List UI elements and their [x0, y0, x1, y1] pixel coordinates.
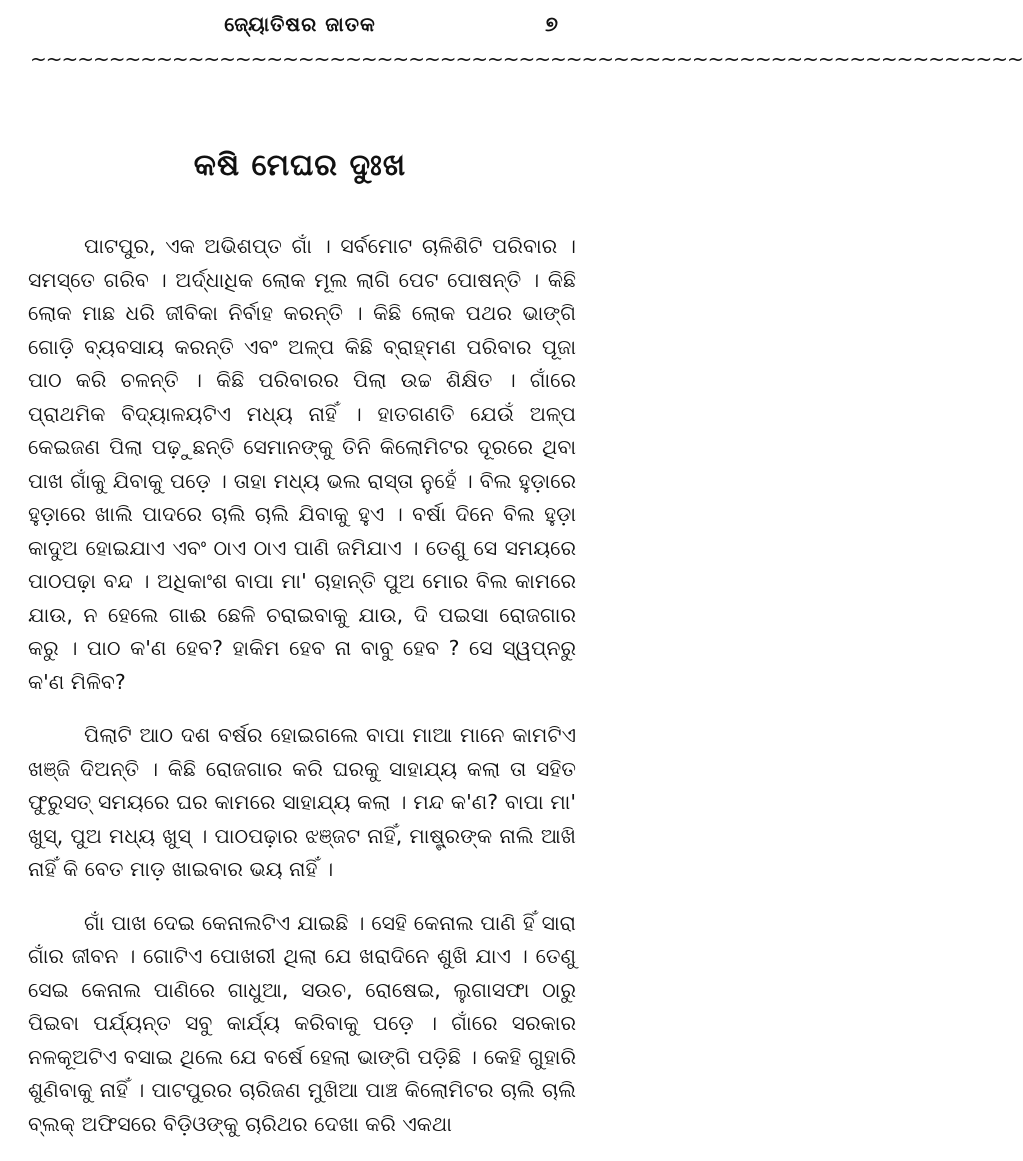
paragraph: ଗାଁ ପାଖ ଦେଇ କେନାଲଟିଏ ଯାଇଛି । ସେହି କେନାଲ ପାଣି ହିଁ ସାରା ଗାଁର ଜୀବନ । ଗୋଟିଏ ପୋଖରୀ ଥିଲା ଯେ ଖରାଦିନେ ଶୁଖି ଯାଏ । ତେଣୁ ସେଇ କେନାଲ ପାଣିରେ ଗାଧୁଆ, ସଉଚ, ରୋଷେଇ, ଲୁଗାସଫା ଠାରୁ ପିଇବା ପର୍ଯ୍ୟନ୍ତ ସବୁ କାର୍ଯ୍ୟ କରିବାକୁ ପଡ଼େ । ଗାଁରେ ସରକାର ନଳକୂଅଟିଏ ବସାଇ ଥିଲେ ଯେ ବର୍ଷେ ହେଲା ଭାଙ୍ଗି ପଡ଼ିଛି । କେହି ଗୁହାରି ଶୁଣିବାକୁ ନାହିଁ । ପାଟପୁରର ଚାରିଜଣ ମୁଖିଆ ପାଞ୍ଚ କିଲୋମିଟର ଚାଲି ଚାଲି ବ୍ଲକ୍ ଅଫିସରେ ବିଡ଼ିଓଙ୍କୁ ଚାରିଥର ଦେଖା କରି ଏକଥା [28, 910, 576, 1136]
paragraph: ପାଟପୁର, ଏକ ଅଭିଶପ୍ତ ଗାଁ । ସର୍ବମୋଟ ଚାଳିଶିଟି ପରିବାର । ସମସ୍ତେ ଗରିବ । ଅର୍ଦ୍ଧାଧିକ ଲୋକ ମୂଲ ଲାଗି ପେଟ ପୋଷନ୍ତି । କିଛି ଲୋକ ମାଛ ଧରି ଜୀବିକା ନିର୍ବାହ କରନ୍ତି । କିଛି ଲୋକ ପଥର ଭାଙ୍ଗି ଗୋଡ଼ି ବ୍ୟବସାୟ କରନ୍ତି ଏବଂ ଅଳ୍ପ କିଛି ବ୍ରାହ୍ମଣ ପରିବାର ପୂଜା ପାଠ କରି ଚଳନ୍ତି । କିଛି ପରିବାରର ପିଲା ଉଚ୍ଚ ଶିକ୍ଷିତ । ଗାଁରେ ପ୍ରାଥମିକ ବିଦ୍ୟାଳୟଟିଏ ମଧ୍ୟ ନାହିଁ । ହାତଗଣତି ଯେଉଁ ଅଳ୍ପ କେଇଜଣ ପିଲା ପଢ଼ୁଛନ୍ତି ସେମାନଙ୍କୁ ତିନି କିଲୋମିଟର ଦୂରରେ ଥିବା ପାଖ ଗାଁକୁ ଯିବାକୁ ପଡ଼େ । ତାହା ମଧ୍ୟ ଭଲ ରାସ୍ତା ନୁହେଁ । ବିଲ ହୁଡ଼ାରେ ହୁଡ଼ାରେ ଖାଲି ପାଦରେ ଚାଲି ଚାଲି ଯିବାକୁ ହୁଏ । ବର୍ଷା ଦିନେ ବିଲ ହୁଡ଼ା କାଦୁଅ ହୋଇଯାଏ ଏବଂ ଠାଏ ଠାଏ ପାଣି ଜମିଯାଏ । ତେଣୁ ସେ ସମୟରେ ପାଠପଢ଼ା ବନ୍ଦ । ଅଧିକାଂଶ ବାପା ମା' ଚାହାନ୍ତି ପୁଅ ମୋର ବିଲ କାମରେ ଯାଉ, ନ ହେଲେ ଗାଈ ଛେଳି ଚରାଇବାକୁ ଯାଉ, ଦି ପଇସା ରୋଜଗାର କରୁ । ପାଠ କ'ଣ ହେବ? ହାକିମ ହେବ ନା ବାବୁ ହେବ ? ସେ ସ୍ୱପ୍ନରୁ କ'ଣ ମିଳିବ? [28, 234, 576, 694]
running-header [0, 8, 600, 42]
paragraph: ପିଲାଟି ଆଠ ଦଶ ବର୍ଷର ହୋଇଗଲେ ବାପା ମାଆ ମାନେ କାମଟିଏ ଖଞ୍ଜି ଦିଅନ୍ତି । କିଛି ରୋଜଗାର କରି ଘରକୁ ସାହାଯ୍ୟ କଲା ତା ସହିତ ଫୁରୁସତ୍ ସମୟରେ ଘର କାମରେ ସାହାଯ୍ୟ କଲା । ମନ୍ଦ କ'ଣ? ବାପା ମା' ଖୁସ୍, ପୁଅ ମଧ୍ୟ ଖୁସ୍ । ପାଠପଢ଼ାର ଝଞ୍ଜଟ ନାହିଁ, ମାଷ୍ଟ୍ରଙ୍କ ନାଲି ଆଖି ନାହିଁ କି ବେତ ମାଡ଼ ଖାଇବାର ଭୟ ନାହିଁ । [28, 723, 576, 881]
chapter-title: କଷି ମେଘର ଦୁଃଖ [193, 148, 407, 183]
page-number: ୭ [545, 12, 558, 36]
decorative-tilde-rule: ~~~~~~~~~~~~~~~~~~~~~~~~~~~~~~~~~~~~~~~~~~~~~~~~~~~~~~~~~~~~~~~ [30, 47, 1023, 71]
body-text [28, 230, 576, 1161]
book-title: ଜ୍ୟୋତିଷର ଜାତକ [224, 12, 376, 36]
